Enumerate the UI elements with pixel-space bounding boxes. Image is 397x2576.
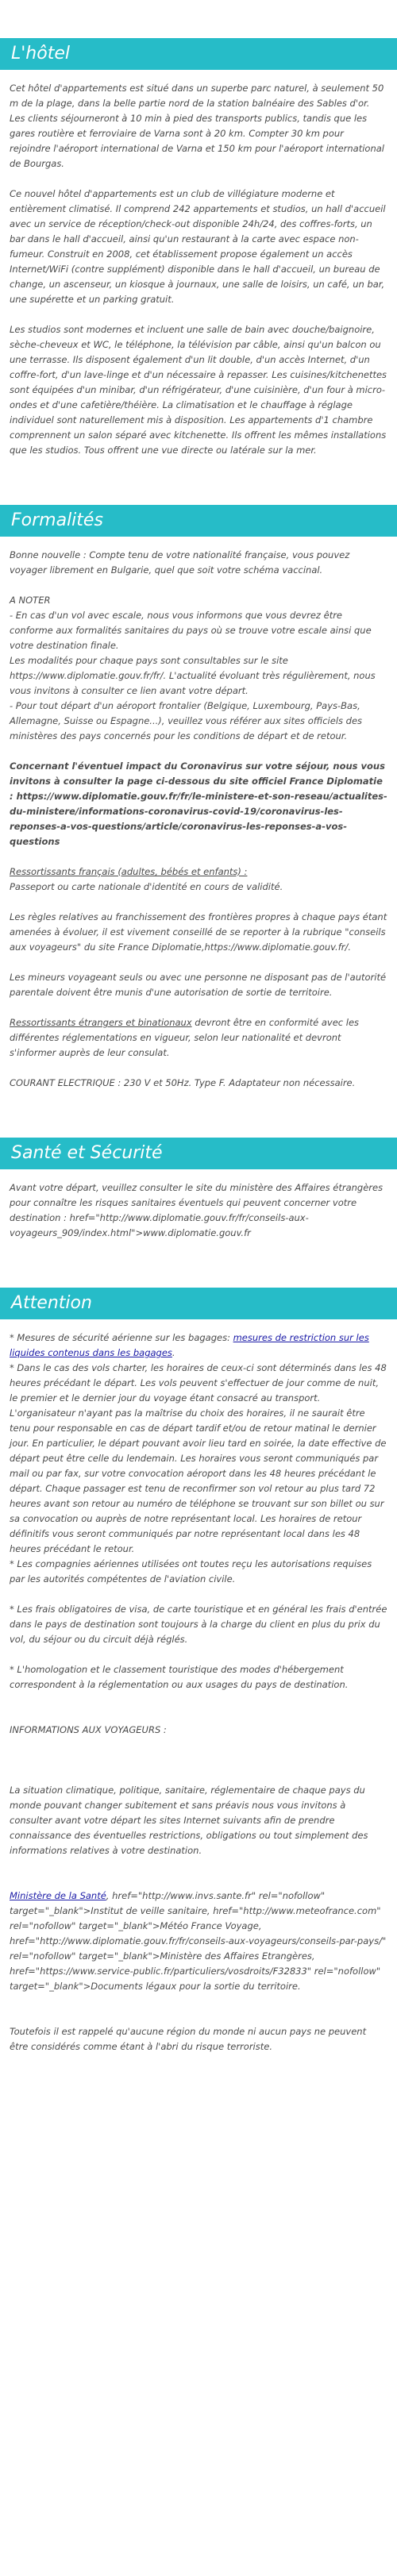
note-item: - Pour tout départ d'un aéroport frontalier (Belgique, Luxembourg, Pays-Bas, Allemagne, Suisse ou Espagne...), veuillez vous référer aux sites officiels des ministères des pays concernés pour les conditions de départ et de retour. — [10, 700, 363, 741]
health-ministry-link[interactable]: Ministère de la Santé — [10, 1890, 106, 1901]
foreign-nationals-text: devront être en conformité avec les différentes réglementations en vigueur, selon leur nationalité et devront s'informer auprès de leur consulat. — [10, 1017, 360, 1058]
charter-flights-notice: * Dans le cas des vols charter, les horaires de ceux-ci sont déterminés dans les 48 heures précédant le départ. Les vols peuvent s'effectuer de jour comme de nuit, le premier et le dernier jour du voyage étant consacré au transport. L'organisateur n'ayant pas la maîtrise du choix des horaires, il ne saurait être tenu pour responsable en cas de départ tardif et/ou de retour matinal le dernier jour. En particulier, le départ pouvant avoir lieu tard en soirée, la date effective de départ peut être celle du lendemain. Les horaires vous seront communiqués par mail ou par fax, sur votre convocation aéroport dans les 48 heures précédant le départ. Chaque passager est tenu de reconfirmer son vol retour au plus tard 72 heures avant son retour au numéro de téléphone se trouvant sur son billet ou sur sa convocation ou auprès de notre représentant local. Les horaires de retour définitifs vous seront communiqués par notre représentant local dans les 48 heures précédant le retour. — [10, 1362, 387, 1554]
situation-notice: La situation climatique, politique, sanitaire, réglementaire de chaque pays du monde pouvant changer subitement et sans préavis nous vous invitons à consulter avant votre départ les sites Internet suivants afin de prendre connaissance des éventuelles restrictions, obligations ou tout simplement des informations relatives à votre destination. — [10, 1785, 368, 1856]
note-item: Les modalités pour chaque pays sont consultables sur le site https://www.diplomatie.gouv.fr/fr/. L'actualité évoluant très régulièrement, nous vous invitons à consulter ce lien avant votre départ. — [10, 655, 376, 696]
covid-notice: Concernant l'éventuel impact du Coronavirus sur votre séjour, nous vous invitons à consulter la page ci-dessous du site officiel France Diplomatie : https://www.diplomatie.gouv.fr/fr/le-ministere-et-son-reseau/actualites-du-ministere/informations-coronavirus-covid-19/coronavirus-les-reponses-a-vos-questions/article/coronavirus-les-reponses-a-vos-questions — [10, 760, 387, 847]
airlines-notice: * Les compagnies aériennes utilisées ont toutes reçu les autorisations requises par les autorités compétentes de l'aviation civile. — [10, 1558, 372, 1584]
section-title-attention: Attention — [0, 1288, 397, 1319]
product-info-page — [0, 38, 397, 2054]
fees-notice: * Les frais obligatoires de visa, de carte touristique et en général les frais d'entrée dans le pays de destination sont toujours à la charge du client en plus du prix du vol, du séjour ou du circuit déjà réglés. — [10, 1604, 387, 1645]
security-prefix: * Mesures de sécurité aérienne sur les bagages: — [10, 1332, 233, 1343]
useful-links-text: , href="http://www.invs.sante.fr" rel="nofollow" target="_blank">Institut de veille sanitaire, href="http://www.meteofrance.com" rel="nofollow" target="_blank">Météo France Voyage, href="http://www.diplomatie.gouv.fr/fr/conseils-aux-voyageurs/conseils-par-pays/" rel="nofollow" target="_blank">Ministère des Affaires Etrangères, href="https://www.service-public.fr/particuliers/vosdroits/F32833" rel="nofollow" target="_blank">Documents légaux pour la sortie du territoire. — [10, 1890, 387, 1992]
hotel-paragraph: Cet hôtel d'appartements est situé dans un superbe parc naturel, à seulement 50 m de la plage, dans la belle partie nord de la station balnéaire des Sables d'or. Les clients séjourneront à 10 min à pied des transports publics, tandis que les gares routière et ferroviaire de Varna sont à 20 km. Compter 30 km pour rejoindre l'aéroport international de Varna et 150 km pour l'aéroport international de Bourgas. — [10, 83, 384, 169]
formalites-section — [0, 537, 397, 1091]
power-info: COURANT ELECTRIQUE : 230 V et 50Hz. Type F. Adaptateur non nécessaire. — [10, 1077, 356, 1088]
formalites-intro: Bonne nouvelle : Compte tenu de votre nationalité française, vous pouvez voyager librement en Bulgarie, quel que soit votre schéma vaccinal. — [10, 549, 350, 576]
section-title-formalites: Formalités — [0, 505, 397, 537]
hotel-section — [0, 70, 397, 458]
info-title: INFORMATIONS AUX VOYAGEURS : — [10, 1724, 167, 1735]
terrorism-notice: Toutefois il est rappelé qu'aucune région du monde ni aucun pays ne peuvent être considérés comme étant à l'abri du risque terroriste. — [10, 2026, 367, 2052]
note-item: - En cas d'un vol avec escale, nous vous informons que vous devrez être conforme aux formalités sanitaires du pays où se trouve votre escale ainsi que votre destination finale. — [10, 610, 372, 651]
french-nationals-title: Ressortissants français (adultes, bébés et enfants) : — [10, 866, 248, 877]
border-rules: Les règles relatives au franchissement des frontières propres à chaque pays étant amenées à évoluer, il est vivement conseillé de se reporter à la rubrique "conseils aux voyageurs" du site France Diplomatie,https://www.diplomatie.gouv.fr/. — [10, 911, 387, 953]
section-title-sante: Santé et Sécurité — [0, 1138, 397, 1169]
hotel-paragraph: Ce nouvel hôtel d'appartements est un club de villégiature moderne et entièrement climatisé. Il comprend 242 appartements et studios, un hall d'accueil avec un service de réception/check-out disponible 24h/24, des coffres-forts, un bar dans le hall d'accueil, ainsi qu'un restaurant à la carte avec espace non-fumeur. Construit en 2008, cet établissement propose également un accès Internet/WiFi (contre supplément) disponible dans le hall d'accueil, un bureau de change, un ascenseur, un kiosque à journaux, une salle de loisirs, un café, un bar, une supérette et un parking gratuit. — [10, 188, 386, 305]
foreign-nationals-title: Ressortissants étrangers et binationaux — [10, 1017, 192, 1028]
rating-notice: * L'homologation et le classement touristique des modes d'hébergement correspondent à la réglementation ou aux usages du pays de destination. — [10, 1664, 349, 1690]
useful-links — [10, 1889, 387, 1994]
minors-notice: Les mineurs voyageant seuls ou avec une personne ne disposant pas de l'autorité parentale doivent être munis d'une autorisation de sortie de territoire. — [10, 972, 387, 998]
sante-text: Avant votre départ, veuillez consulter le site du ministère des Affaires étrangères pour connaître les risques sanitaires éventuels qui peuvent concerner votre destination : href="http://www.diplomatie.gouv.fr/fr/conseils-aux-voyageurs_909/index.html">www.diplomatie.gouv.fr — [10, 1182, 384, 1238]
note-title: A NOTER — [10, 595, 51, 606]
foreign-nationals — [10, 1015, 387, 1061]
hotel-paragraph: Les studios sont modernes et incluent une salle de bain avec douche/baignoire, sèche-cheveux et WC, le téléphone, la télévision par câble, ainsi qu'un balcon ou une terrasse. Ils disposent également d'un lit double, d'un accès Internet, d'un coffre-fort, d'un lave-linge et d'un nécessaire à repasser. Les cuisines/kitchenettes sont équipées d'un minibar, d'un réfrigérateur, d'une cuisinière, d'un four à micro-ondes et d'une cafetière/théière. La climatisation et le chauffage à réglage individuel sont naturellement mis à disposition. Les appartements d'1 chambre comprennent un salon séparé avec kitchenette. Ils offrent les mêmes installations que les studios. Tous offrent une vue directe ou latérale sur la mer. — [10, 324, 387, 456]
security-suffix: . — [172, 1347, 175, 1358]
liquids-restriction-link[interactable]: mesures de restriction sur les liquides contenus dans les bagages — [10, 1332, 369, 1358]
security-measures — [10, 1330, 387, 1361]
french-nationals-text: Passeport ou carte nationale d'identité en cours de validité. — [10, 881, 283, 892]
attention-section — [0, 1319, 397, 2054]
section-title-hotel: L'hôtel — [0, 38, 397, 70]
sante-section — [0, 1169, 397, 1241]
